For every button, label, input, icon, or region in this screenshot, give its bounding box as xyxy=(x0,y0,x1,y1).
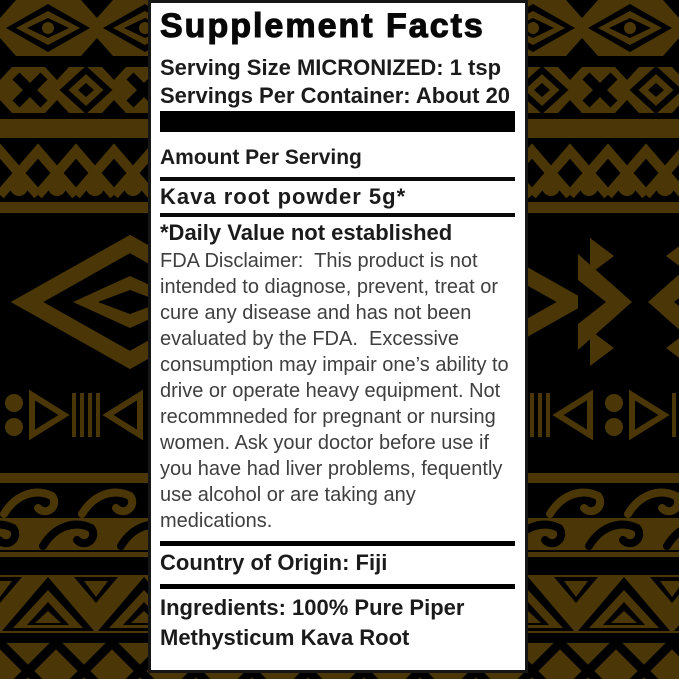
country-of-origin: Country of Origin: Fiji xyxy=(160,550,388,575)
disclaimer-line: medications. xyxy=(160,510,273,532)
disclaimer-line: intended to diagnose, prevent, treat or xyxy=(160,276,499,298)
daily-value-footnote: *Daily Value not established xyxy=(160,220,453,245)
ingredient-amount-row: Kava root powder 5g* xyxy=(160,184,407,209)
divider xyxy=(160,541,515,546)
divider xyxy=(160,213,515,217)
supplement-facts-panel xyxy=(148,0,528,673)
disclaimer-line: consumption may impair one’s ability to xyxy=(160,354,509,376)
servings-per-container: Servings Per Container: About 20 xyxy=(160,83,511,108)
disclaimer-line: you have had liver problems, fequently xyxy=(160,458,503,480)
fda-disclaimer xyxy=(160,248,515,534)
ingredients-line: Ingredients: 100% Pure Piper xyxy=(160,595,465,620)
disclaimer-line: evaluated by the FDA. Excessive xyxy=(160,328,460,350)
disclaimer-line: recommneded for pregnant or nursing xyxy=(160,406,496,428)
serving-size: Serving Size MICRONIZED: 1 tsp xyxy=(160,55,502,80)
divider xyxy=(160,584,515,589)
amount-per-serving-header: Amount Per Serving xyxy=(160,146,362,169)
ingredients-line: Methysticum Kava Root xyxy=(160,625,410,650)
divider xyxy=(160,177,515,181)
disclaimer-line: cure any disease and has not been xyxy=(160,302,472,324)
ingredients xyxy=(160,593,515,653)
disclaimer-line: women. Ask your doctor before use if xyxy=(160,432,490,454)
panel-title: Supplement Facts xyxy=(160,7,485,45)
separator-bar-thick xyxy=(160,111,515,132)
disclaimer-line: drive or operate heavy equipment. Not xyxy=(160,380,501,402)
disclaimer-line: FDA Disclaimer: This product is not xyxy=(160,250,478,272)
disclaimer-line: use alcohol or are taking any xyxy=(160,484,416,506)
